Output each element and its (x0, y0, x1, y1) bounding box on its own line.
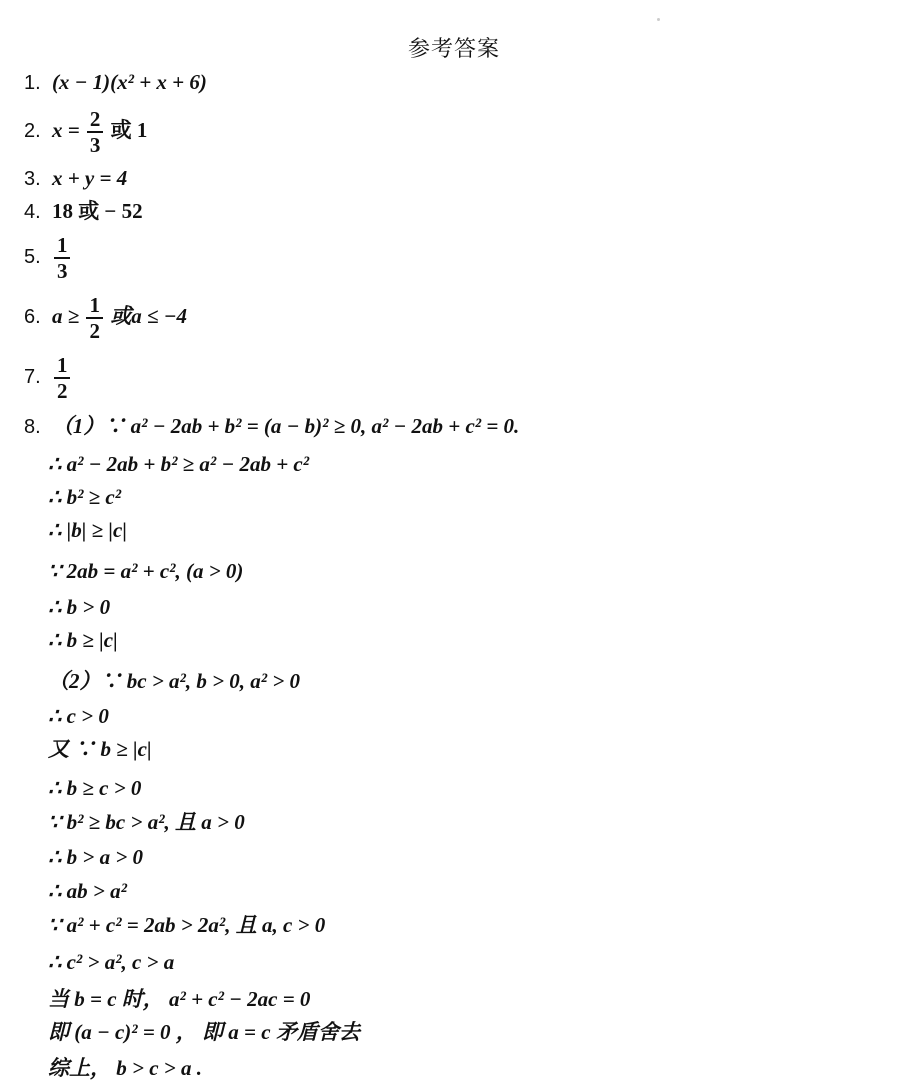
answer-prefix: x = (51, 117, 80, 142)
numerator: 1 (86, 294, 103, 319)
proof-line: （2）∵ bc > a², b > 0, a² > 0 (48, 669, 301, 693)
proof-line: 即 (a − c)² = 0 ， 即 a = c 矛盾舍去 (48, 1020, 360, 1044)
fraction (54, 234, 71, 282)
answer-3 (24, 168, 127, 189)
answer-text: 18 或 − 52 (51, 199, 143, 223)
answer-number: 6. (24, 305, 41, 328)
denominator: 3 (89, 133, 101, 158)
proof-line: ∴ c² > a², c > a (48, 950, 175, 974)
proof-line: ∴ a² − 2ab + b² ≥ a² − 2ab + c² (48, 452, 310, 476)
proof-line: ∴ b > 0 (48, 595, 111, 619)
answer-text: (x − 1)(x² + x + 6) (51, 70, 207, 94)
proof-line: ∴ |b| ≥ |c| (48, 518, 127, 542)
proof-line: 当 b = c 时， a² + c² − 2ac = 0 (48, 987, 311, 1011)
answer-text: （1）∵ a² − 2ab + b² = (a − b)² ≥ 0, a² − 2ab + c² = 0. (51, 414, 520, 438)
answer-4 (24, 201, 143, 222)
answer-8 (24, 416, 519, 437)
numerator: 1 (54, 234, 71, 259)
fraction (87, 108, 104, 156)
answer-number: 1. (24, 72, 41, 94)
numerator: 1 (54, 354, 71, 379)
answer-1 (24, 72, 207, 93)
answer-6 (24, 294, 187, 342)
proof-line: 综上， b > c > a . (48, 1056, 203, 1080)
denominator: 2 (56, 379, 68, 404)
proof-line: ∴ b > a > 0 (48, 845, 144, 869)
answer-7 (24, 354, 72, 402)
answer-suffix: 或 1 (110, 117, 148, 142)
answer-number: 2. (24, 119, 41, 142)
answer-suffix: 或a ≤ −4 (110, 303, 187, 328)
fraction (54, 354, 71, 402)
answer-2 (24, 108, 147, 156)
answer-number: 4. (24, 201, 41, 223)
numerator: 2 (87, 108, 104, 133)
denominator: 3 (56, 259, 68, 284)
proof-line: ∴ b ≥ |c| (48, 628, 118, 652)
proof-line: ∴ b ≥ c > 0 (48, 776, 142, 800)
proof-line: ∴ b² ≥ c² (48, 485, 122, 509)
proof-line: ∵ a² + c² = 2ab > 2a², 且 a, c > 0 (48, 913, 326, 937)
proof-line: 又 ∵ b ≥ |c| (48, 737, 152, 761)
page-title: 参考答案 (407, 37, 500, 62)
answer-number: 3. (24, 168, 41, 190)
answer-5 (24, 234, 72, 282)
proof-line: ∵ b² ≥ bc > a², 且 a > 0 (48, 810, 245, 834)
proof-line: ∴ c > 0 (48, 704, 109, 728)
proof-line: ∴ ab > a² (48, 879, 127, 903)
scan-speck (657, 18, 660, 21)
denominator: 2 (89, 319, 100, 344)
answer-number: 7. (24, 365, 41, 388)
answer-number: 5. (24, 245, 41, 268)
fraction (86, 294, 103, 342)
answer-number: 8. (24, 416, 41, 438)
answer-prefix: a ≥ (51, 303, 80, 328)
answer-text: x + y = 4 (51, 166, 128, 190)
proof-line: ∵ 2ab = a² + c², (a > 0) (48, 559, 244, 583)
